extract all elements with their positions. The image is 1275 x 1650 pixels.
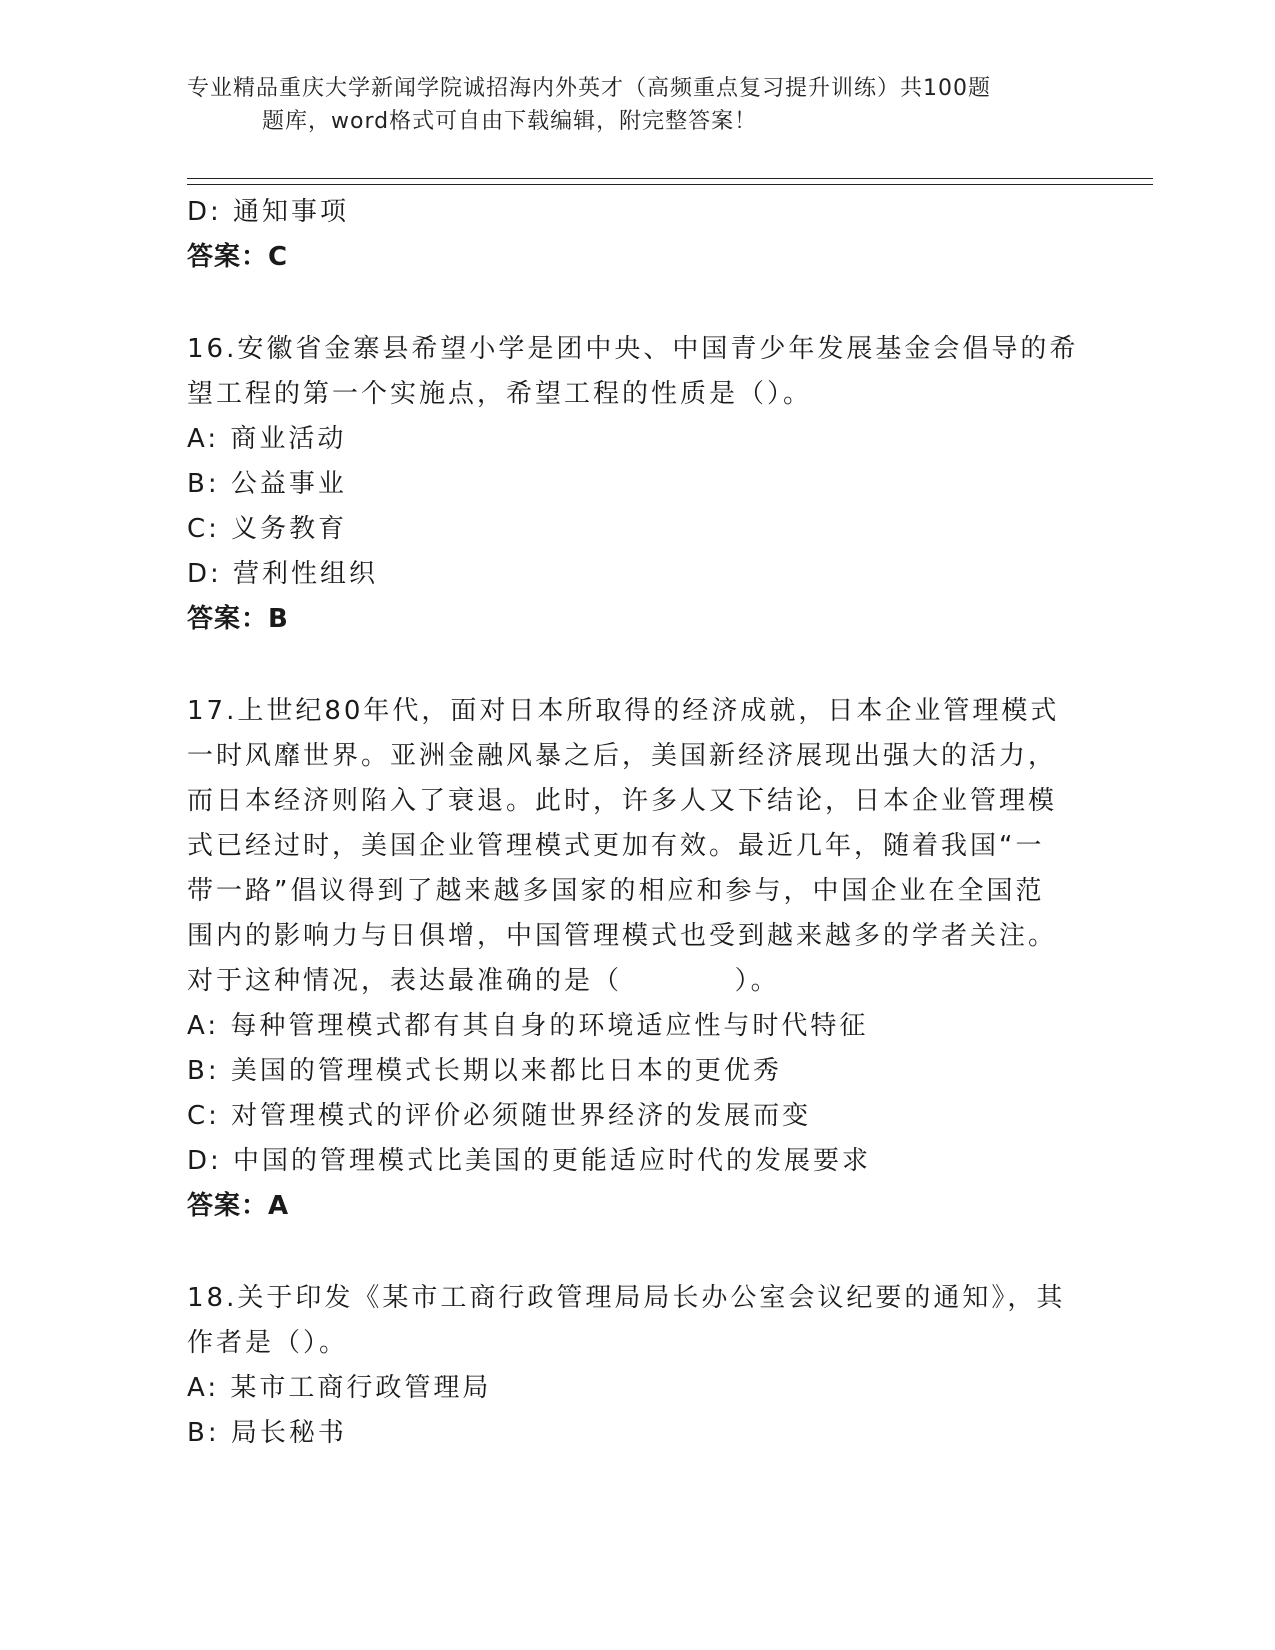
document-header — [187, 72, 1067, 138]
spacer — [187, 642, 1087, 689]
question-16-answer: 答案：B — [187, 604, 289, 634]
question-line: 作者是（）。 — [187, 1328, 349, 1358]
question-line: 式已经过时，美国企业管理模式更加有效。最近几年，随着我国“一 — [187, 831, 1045, 861]
question-line: 而日本经济则陷入了衰退。此时，许多人又下结论，日本企业管理模 — [187, 786, 1058, 816]
question-17-option-c: C: 对管理模式的评价必须随世界经济的发展而变 — [187, 1101, 812, 1131]
question-17 — [187, 689, 1087, 1229]
header-rule-top — [187, 178, 1153, 179]
header-line-2: 题库，word格式可自由下载编辑，附完整答案！ — [262, 109, 758, 134]
question-17-option-d: D: 中国的管理模式比美国的更能适应时代的发展要求 — [187, 1146, 872, 1176]
spacer — [187, 280, 1087, 327]
header-rule-bottom — [187, 184, 1153, 185]
question-17-text — [187, 689, 1087, 1004]
spacer — [187, 1229, 1087, 1276]
question-line: 16.安徽省金寨县希望小学是团中央、中国青少年发展基金会倡导的希 — [187, 334, 1079, 364]
question-18-option-a: A: 某市工商行政管理局 — [187, 1373, 492, 1403]
question-17-option-a: A: 每种管理模式都有其自身的环境适应性与时代特征 — [187, 1011, 869, 1041]
question-18 — [187, 1276, 1087, 1456]
header-line-1: 专业精品重庆大学新闻学院诚招海内外英才（高频重点复习提升训练）共100题 — [187, 76, 991, 101]
question-line: 围内的影响力与日俱增，中国管理模式也受到越来越多的学者关注。 — [187, 921, 1058, 951]
question-line: 一时风靡世界。亚洲金融风暴之后，美国新经济展现出强大的活力， — [187, 741, 1058, 771]
question-16-option-b: B: 公益事业 — [187, 469, 347, 499]
question-17-option-b: B: 美国的管理模式长期以来都比日本的更优秀 — [187, 1056, 782, 1086]
question-17-answer: 答案：A — [187, 1191, 290, 1221]
question-16-text — [187, 327, 1087, 417]
question-16 — [187, 327, 1087, 642]
question-line: 带一路”倡议得到了越来越多国家的相应和参与，中国企业在全国范 — [187, 876, 1045, 906]
question-16-option-a: A: 商业活动 — [187, 424, 347, 454]
question-18-text — [187, 1276, 1087, 1366]
prev-option-d: D: 通知事项 — [187, 197, 350, 227]
prev-answer: 答案：C — [187, 242, 289, 272]
question-line: 18.关于印发《某市工商行政管理局局长办公室会议纪要的通知》，其 — [187, 1283, 1066, 1313]
question-18-option-b: B: 局长秘书 — [187, 1418, 347, 1448]
question-line: 望工程的第一个实施点，希望工程的性质是（）。 — [187, 379, 813, 409]
question-content — [187, 190, 1087, 1456]
question-line: 对于这种情况，表达最准确的是（ ）。 — [187, 966, 780, 996]
question-16-option-d: D: 营利性组织 — [187, 559, 379, 589]
question-16-option-c: C: 义务教育 — [187, 514, 348, 544]
question-line: 17.上世纪80年代，面对日本所取得的经济成就，日本企业管理模式 — [187, 696, 1060, 726]
